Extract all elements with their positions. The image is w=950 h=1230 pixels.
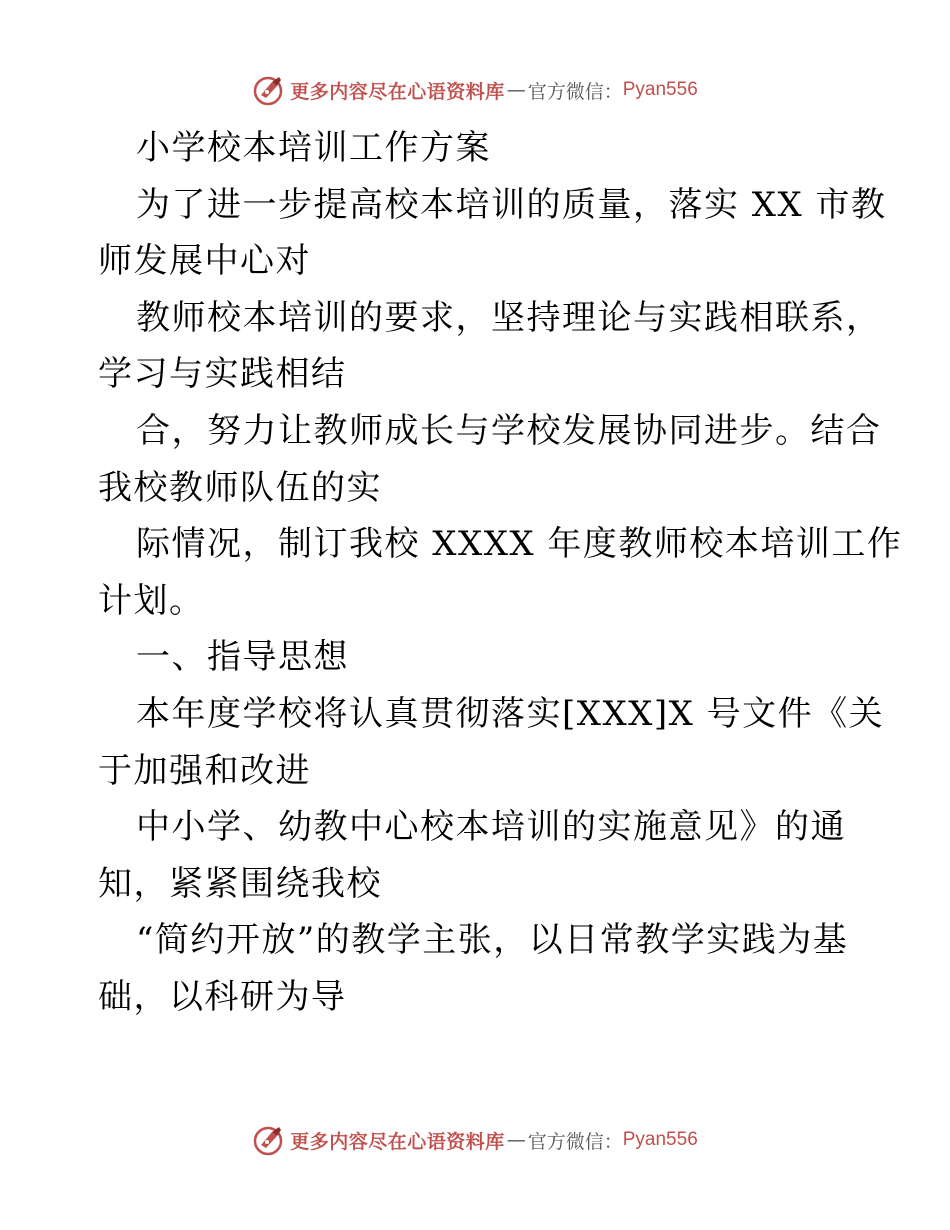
paragraph-line: 础，以科研为导 <box>98 976 347 1017</box>
paragraph-line: 我校教师队伍的实 <box>98 467 382 508</box>
paragraph-line: 学习与实践相结 <box>98 354 347 395</box>
banner-brand-text: 更多内容尽在心语资料库 <box>290 1130 505 1153</box>
banner-label: 官方微信： <box>527 1130 623 1153</box>
banner-label: 官方微信： <box>527 80 623 103</box>
paragraph-line: 本年度学校将认真贯彻落实[XXX]X 号文件《关 <box>136 693 885 734</box>
banner-wechat-id: Pyan556 <box>622 1129 698 1150</box>
paragraph-line: “简约开放”的教学主张，以日常教学实践为基 <box>136 920 849 961</box>
paragraph-line: 师发展中心对 <box>98 241 311 282</box>
paragraph-line: 为了进一步提高校本培训的质量，落实 XX 市教 <box>136 184 887 225</box>
paragraph-line: 中小学、幼教中心校本培训的实施意见》的通 <box>136 807 846 848</box>
paragraph-line: 合，努力让教师成长与学校发展协同进步。结合 <box>136 410 882 451</box>
paragraph-line: 计划。 <box>98 580 205 621</box>
pen-nib-logo-icon <box>252 1123 286 1157</box>
banner-wechat-id: Pyan556 <box>622 79 698 100</box>
banner-dash: — <box>506 1129 526 1151</box>
pen-nib-logo-icon <box>252 73 286 107</box>
paragraph-line: 于加强和改进 <box>98 750 311 791</box>
paragraph-line: 教师校本培训的要求，坚持理论与实践相联系， <box>136 297 882 338</box>
document-body <box>98 120 903 1026</box>
banner-dash: — <box>506 79 526 101</box>
footer-banner <box>0 1120 950 1160</box>
paragraph-line: 知，紧紧围绕我校 <box>98 863 382 904</box>
section-heading: 一、指导思想 <box>136 637 349 678</box>
paragraph-line: 际情况，制订我校 XXXX 年度教师校本培训工作 <box>136 524 903 565</box>
banner-brand-text: 更多内容尽在心语资料库 <box>290 80 505 103</box>
document-title: 小学校本培训工作方案 <box>136 128 491 168</box>
header-banner <box>0 70 950 110</box>
